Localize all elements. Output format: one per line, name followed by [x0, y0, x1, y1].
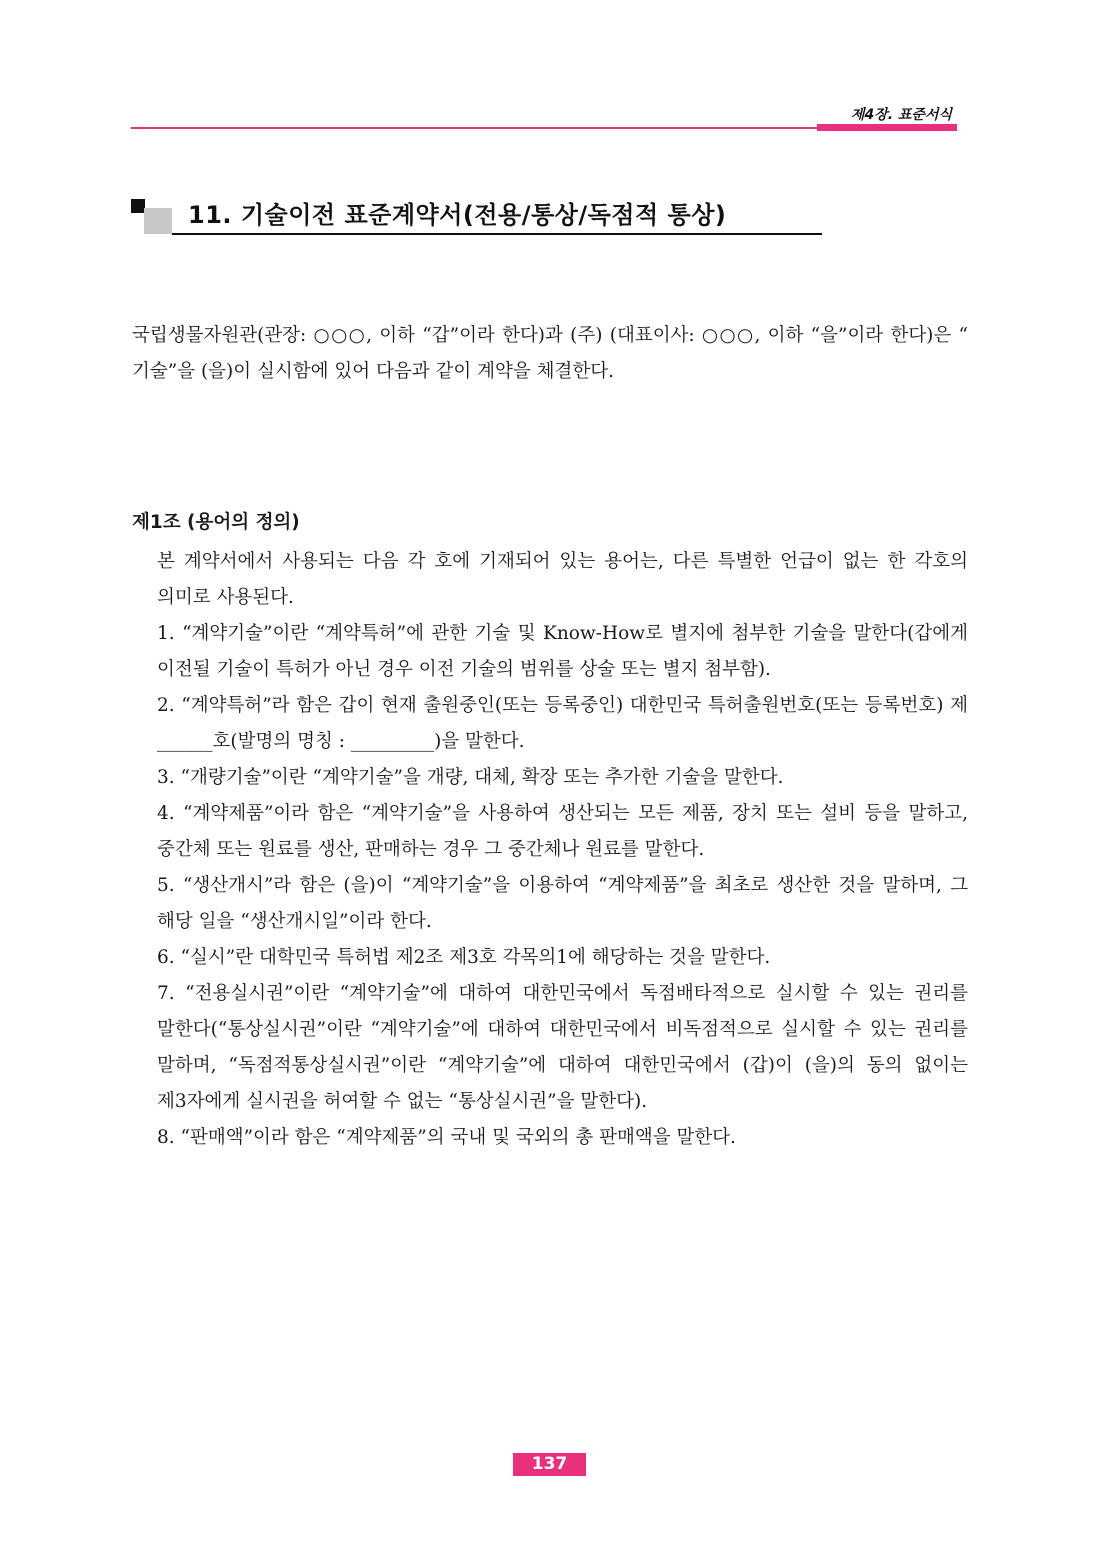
- article-title: 제1조 (용어의 정의): [132, 512, 300, 533]
- article-lead: 본 계약서에서 사용되는 다음 각 호에 기재되어 있는 용어는, 다른 특별한 언급이 없는 한 각호의 의미로 사용된다.: [157, 551, 968, 608]
- title-bullet-shadow: [144, 208, 172, 234]
- section-title: 11. 기술이전 표준계약서(전용/통상/독점적 통상): [188, 201, 727, 229]
- definition-item-4: 4. “계약제품”이라 함은 “계약기술”을 사용하여 생산되는 모든 제품, 장치 또는 설비 등을 말하고, 중간체 또는 원료를 생산, 판매하는 경우 그 중간체나 원료를 말한다.: [157, 803, 968, 860]
- definition-item-8: 8. “판매액”이라 함은 “계약제품”의 국내 및 국외의 총 판매액을 말한다.: [157, 1127, 736, 1148]
- header-rule-accent: [817, 124, 957, 131]
- intro-paragraph: 국립생물자원관(관장: ○○○, 이하 “갑”이라 한다)과 (주) (대표이사: ○○○, 이하 “을”이라 한다)은 “ 기술”을 (을)이 실시함에 있어 다음과 같이 계약을 체결한다.: [132, 325, 968, 382]
- definition-item-2: 2. “계약특허”라 함은 갑이 현재 출원중인(또는 등록중인) 대한민국 특허출원번호(또는 등록번호) 제______호(발명의 명칭 : _________)을 말한다.: [157, 695, 968, 752]
- definition-item-5: 5. “생산개시”라 함은 (을)이 “계약기술”을 이용하여 “계약제품”을 최초로 생산한 것을 말하며, 그 해당 일을 “생산개시일”이라 한다.: [157, 875, 968, 932]
- page-number: 137: [513, 1453, 586, 1476]
- definition-item-7: 7. “전용실시권”이란 “계약기술”에 대하여 대한민국에서 독점배타적으로 실시할 수 있는 권리를 말한다(“통상실시권”이란 “계약기술”에 대하여 대한민국에서 비독점적으로 실시할 수 있는 권리를 말하며, “독점적통상실시권”이란 “계약기술”에 대하여 대한민국에서 (갑)이 (을)의 동의 없이는 제3자에게 실시권을 허여할 수 없는 “통상실시권”을 말한다).: [157, 983, 968, 1112]
- running-head: 제4장. 표준서식: [850, 107, 952, 123]
- definition-item-1: 1. “계약기술”이란 “계약특허”에 관한 기술 및 Know-How로 별지에 첨부한 기술을 말한다(갑에게 이전될 기술이 특허가 아닌 경우 이전 기술의 범위를 상술 또는 별지 첨부함).: [157, 623, 968, 680]
- definition-item-6: 6. “실시”란 대학민국 특허법 제2조 제3호 각목의1에 해당하는 것을 말한다.: [157, 947, 771, 968]
- article-body: [157, 544, 968, 1156]
- definition-item-3: 3. “개량기술”이란 “계약기술”을 개량, 대체, 확장 또는 추가한 기술을 말한다.: [157, 767, 784, 788]
- title-underline: [172, 233, 822, 235]
- title-bullet-icon: [131, 199, 145, 213]
